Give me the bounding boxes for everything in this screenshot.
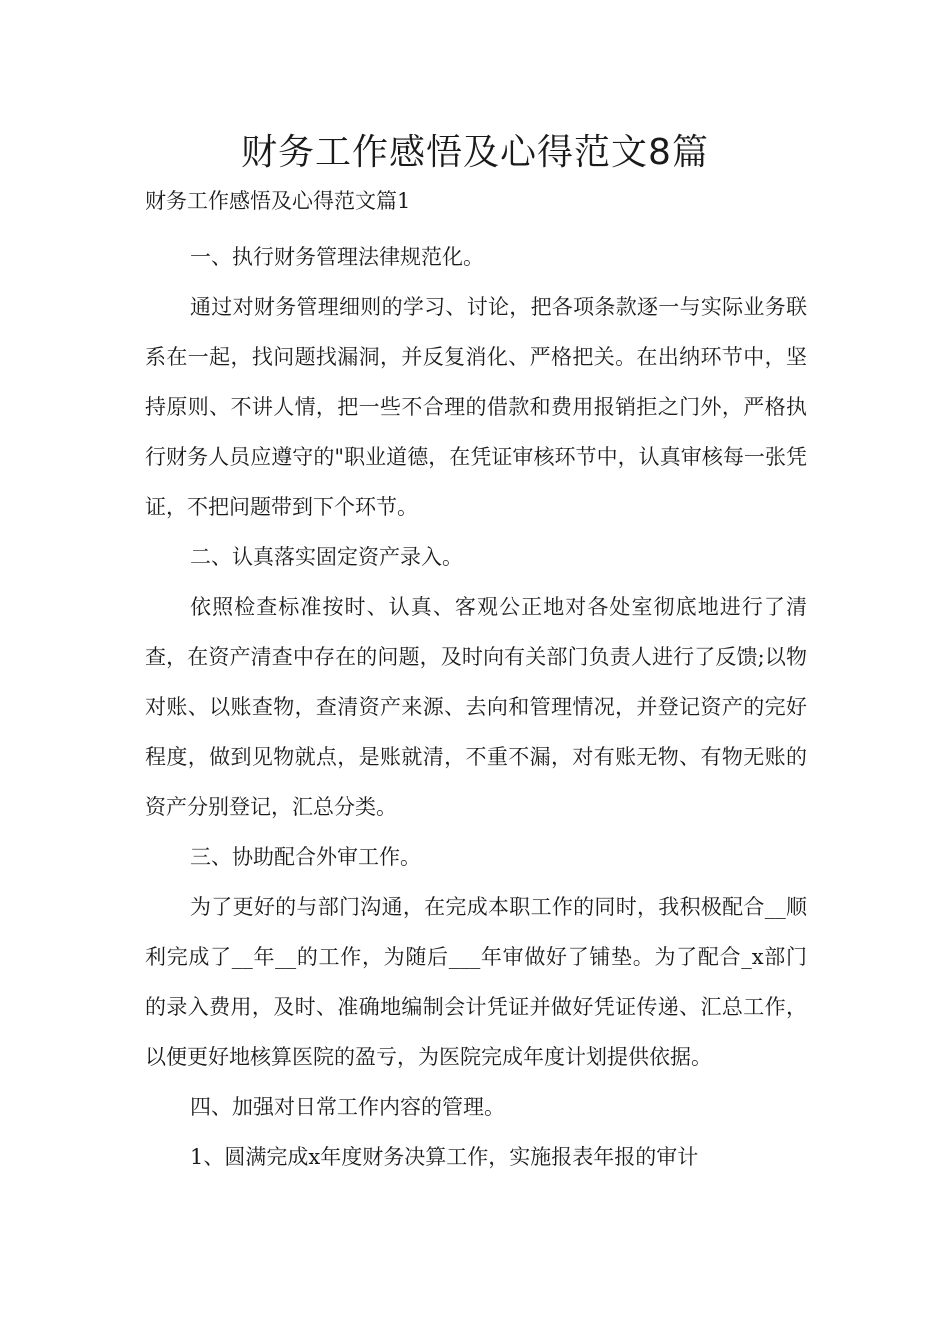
section-heading: 二、认真落实固定资产录入。 xyxy=(190,545,463,569)
section-heading: 三、协助配合外审工作。 xyxy=(190,845,421,869)
section-heading: 一、执行财务管理法律规范化。 xyxy=(190,245,484,269)
section-heading: 四、加强对日常工作内容的管理。 xyxy=(190,1095,505,1119)
body-paragraph: 依照检查标准按时、认真、客观公正地对各处室彻底地进行了清查，在资产清查中存在的问题，及时向有关部门负责人进行了反馈;以物对账、以账查物，查清资产来源、去向和管理情况，并登记资产的完好程度，做到见物就点，是账就清，不重不漏，对有账无物、有物无账的资产分别登记，汇总分类。 xyxy=(145,595,807,819)
document-subtitle: 财务工作感悟及心得范文篇1 xyxy=(145,189,411,213)
document-title: 财务工作感悟及心得范文8篇 xyxy=(241,132,709,173)
body-paragraph: 为了更好的与部门沟通，在完成本职工作的同时，我积极配合__顺利完成了__年__的工作，为随后___年审做好了铺垫。为了配合_x部门的录入费用，及时、准确地编制会计凭证并做好凭证传递、汇总工作，以便更好地核算医院的盈亏，为医院完成年度计划提供依据。 xyxy=(145,895,807,1069)
body-paragraph: 1、圆满完成x年度财务决算工作，实施报表年报的审计 xyxy=(190,1145,699,1169)
document-body xyxy=(145,232,807,1182)
body-paragraph: 通过对财务管理细则的学习、讨论，把各项条款逐一与实际业务联系在一起，找问题找漏洞，并反复消化、严格把关。在出纳环节中，坚持原则、不讲人情，把一些不合理的借款和费用报销拒之门外，严格执行财务人员应遵守的"职业道德，在凭证审核环节中，认真审核每一张凭证，不把问题带到下个环节。 xyxy=(145,295,807,519)
